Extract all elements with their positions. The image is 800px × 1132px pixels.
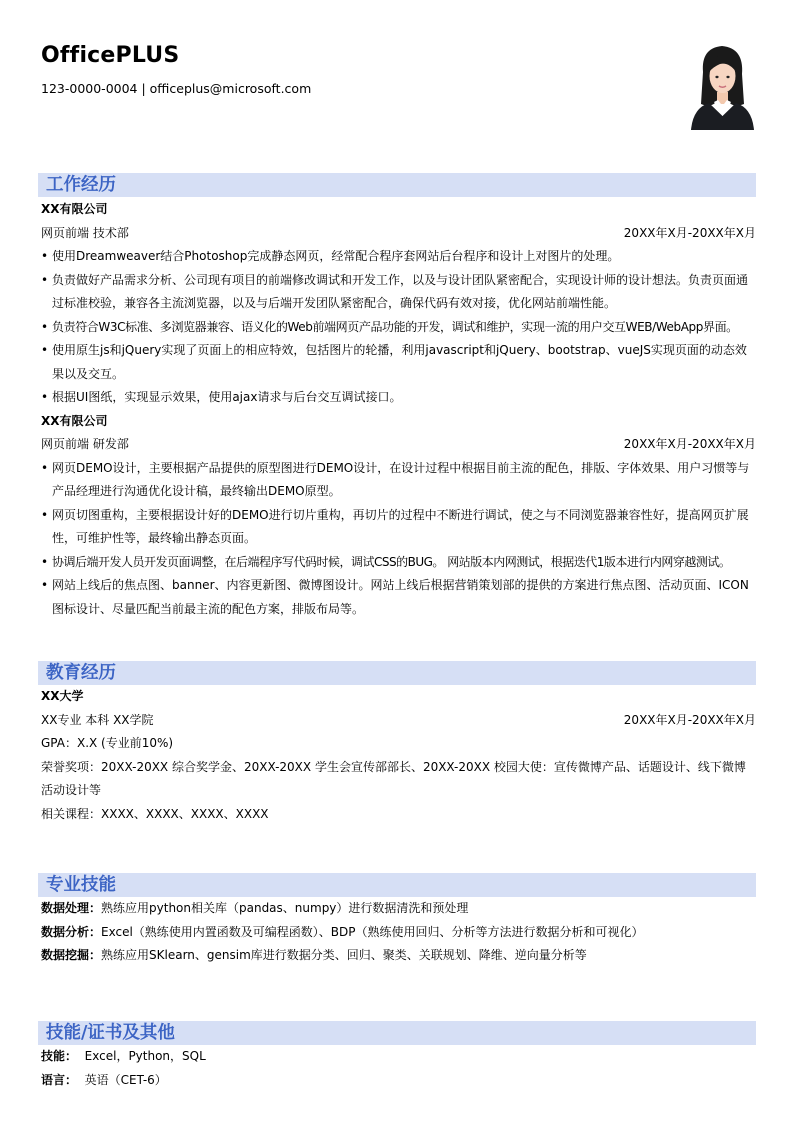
skill-text: Excel（熟练使用内置函数及可编程函数）、BDP（熟练使用回归、分析等方法进行数据分析和可视化） — [101, 924, 644, 939]
education-meta — [41, 709, 756, 733]
job-bullet: • 网站上线后的焦点图、banner、内容更新图、微博图设计。网站上线后根据营销策划部的提供的方案进行焦点图、活动页面、ICON图标设计、尽量匹配当前最主流的配色方案，排版布局等。 — [41, 574, 756, 621]
job-bullet: • 协调后端开发人员开发页面调整，在后端程序写代码时候，调试CSS的BUG。 网站版本内网测试，根据迭代1版本进行内网穿越测试。 — [41, 551, 756, 575]
education-gpa: GPA：X.X (专业前10%) — [41, 736, 174, 750]
job-bullet: • 网页切图重构，主要根据设计好的DEMO进行切片重构，再切片的过程中不断进行调试，使之与不同浏览器兼容性好，提高网页扩展性，可维护性等，最终输出静态页面。 — [41, 504, 756, 551]
skill-item — [41, 921, 756, 945]
other-item — [41, 1045, 756, 1069]
job-bullet: • 使用原生js和jQuery实现了页面上的相应特效，包括图片的轮播，利用javascript和jQuery、bootstrap、vueJS实现页面的动态效果以及交互。 — [41, 339, 756, 386]
education-period: 20XX年X月-20XX年X月 — [623, 712, 756, 727]
other-label: 技能： — [41, 1049, 78, 1063]
skill-label: 数据处理： — [41, 901, 102, 915]
job-bullet: • 负责做好产品需求分析、公司现有项目的前端修改调试和开发工作，以及与设计团队紧密配合，实现设计师的设计想法。负责页面通过标准校验，兼容各主流浏览器，以及与后端开发团队紧密配合，确保代码有效对接，优化网站前端性能。 — [41, 269, 756, 316]
work-section — [41, 173, 756, 621]
section-title-skills: 专业技能 — [38, 873, 756, 897]
job-period: 20XX年X月-20XX年X月 — [623, 225, 756, 240]
company-name: XX有限公司 — [41, 202, 108, 216]
other-label: 语言： — [41, 1072, 78, 1087]
job-role: 网页前端 研发部 — [41, 437, 129, 451]
skill-text: 熟练应用SKlearn、gensim库进行数据分类、回归、聚类、关联规划、降维、逆向量分析等 — [101, 948, 587, 962]
other-text: Excel，Python，SQL — [84, 1049, 206, 1063]
contact-info: 123-0000-0004 | officeplus@microsoft.com — [41, 81, 312, 96]
job-bullet: • 使用Dreamweaver结合Photoshop完成静态网页，经常配合程序套网站后台程序和设计上对图片的处理。 — [41, 245, 756, 269]
job-period: 20XX年X月-20XX年X月 — [623, 437, 756, 451]
school-name: XX大学 — [41, 689, 84, 703]
education-major: XX专业 本科 XX学院 — [41, 712, 154, 727]
job-bullet: • 网页DEMO设计，主要根据产品提供的原型图进行DEMO设计，在设计过程中根据目前主流的配色，排版、字体效果、用户习惯等与产品经理进行沟通优化设计稿，最终输出DEMO原型。 — [41, 457, 756, 504]
section-title-education: 教育经历 — [38, 661, 756, 685]
company-name: XX有限公司 — [41, 413, 108, 428]
other-text: 英语（CET-6） — [84, 1072, 167, 1087]
other-item — [41, 1069, 756, 1093]
education-section — [41, 661, 756, 826]
skill-label: 数据分析： — [41, 924, 102, 939]
candidate-name: OfficePLUS — [41, 43, 180, 68]
avatar — [689, 42, 756, 130]
skill-text: 熟练应用python相关库（pandas、numpy）进行数据清洗和预处理 — [101, 901, 469, 915]
resume-header — [41, 42, 761, 137]
job-meta — [41, 222, 756, 246]
education-courses: 相关课程：XXXX、XXXX、XXXX、XXXX — [41, 806, 269, 821]
section-title-other: 技能/证书及其他 — [38, 1021, 756, 1045]
job-bullet: • 根据UI图纸，实现显示效果，使用ajax请求与后台交互调试接口。 — [41, 386, 756, 410]
job-bullet: • 负责符合W3C标准、多浏览器兼容、语义化的Web前端网页产品功能的开发，调试和维护，实现一流的用户交互WEB/WebApp界面。 — [41, 316, 756, 340]
skill-label: 数据挖掘： — [41, 948, 102, 962]
job-role: 网页前端 技术部 — [41, 225, 129, 240]
skills-section — [41, 873, 756, 968]
section-title-work: 工作经历 — [38, 173, 756, 197]
education-honors: 荣誉奖项：20XX-20XX 综合奖学金、20XX-20XX 学生会宣传部部长、20XX-20XX 校园大使：宣传微博产品、话题设计、线下微博活动设计等 — [41, 759, 746, 797]
other-section — [41, 1021, 756, 1092]
skill-item — [41, 944, 756, 968]
job-meta — [41, 433, 756, 457]
skill-item — [41, 897, 756, 921]
